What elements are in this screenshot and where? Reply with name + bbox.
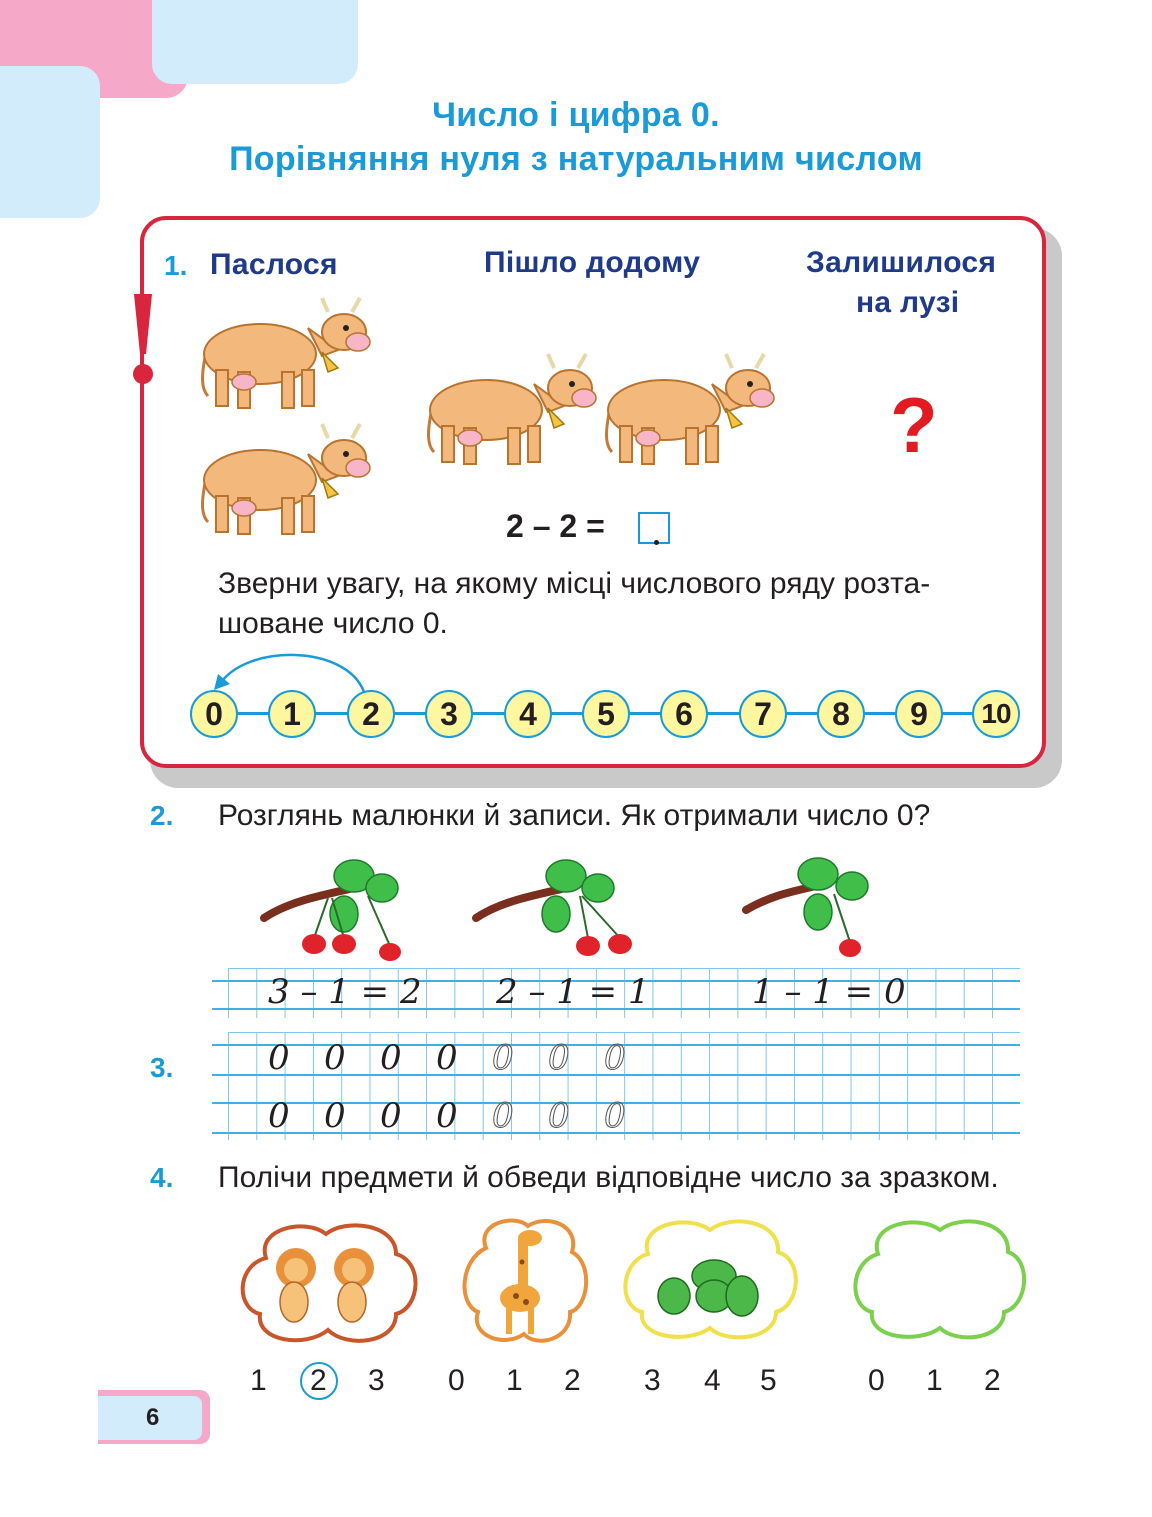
zero-sample: 0 [436, 1038, 458, 1078]
number-line-item: 9 [895, 690, 943, 738]
zero-sample: 0 [380, 1038, 402, 1078]
choice-number[interactable]: 3 [644, 1364, 661, 1397]
page-number: 6 [146, 1404, 160, 1431]
corner-decoration-blue-top [152, 0, 358, 84]
number-line-item: 3 [425, 690, 473, 738]
choice-number[interactable]: 1 [506, 1364, 523, 1397]
task1-col-went-home: Пішло додому [484, 246, 701, 279]
cherry-branch-1-icon [740, 852, 880, 964]
giraffe-cloud [456, 1212, 596, 1352]
task2-number: 2. [150, 800, 174, 831]
lions-cloud [236, 1218, 424, 1348]
task4-instruction: Полічи предмети й обведи відповідне число за зразком. [218, 1161, 999, 1194]
number-line-item: 2 [347, 690, 395, 738]
number-line-item: 7 [739, 690, 787, 738]
page-title-line2: Порівняння нуля з натуральним числом [229, 140, 923, 178]
exclamation-icon [128, 290, 158, 390]
page-title-line1: Число і цифра 0. [432, 96, 720, 134]
record-2: 2 – 1 = 1 [496, 972, 650, 1012]
zero-trace: 0 [492, 1096, 514, 1136]
number-line-item: 10 [972, 690, 1020, 738]
choice-number[interactable]: 3 [368, 1364, 385, 1397]
choice-number[interactable]: 0 [448, 1364, 465, 1397]
zero-trace: 0 [492, 1038, 514, 1078]
task1-col-remained-1: Залишилося [806, 246, 997, 279]
record-3: 1 – 1 = 0 [752, 972, 906, 1012]
task1-note-line1: Зверни увагу, на якому місці числового ряду розта- [218, 567, 931, 600]
cow-illustration [424, 348, 600, 472]
zero-trace: 0 [604, 1038, 626, 1078]
choice-number[interactable]: 2 [564, 1364, 581, 1397]
back-arrow-icon [206, 648, 376, 696]
choice-number[interactable]: 2 [984, 1364, 1001, 1397]
zero-sample: 0 [436, 1096, 458, 1136]
choice-number[interactable]: 5 [760, 1364, 777, 1397]
zero-sample: 0 [268, 1096, 290, 1136]
choice-number[interactable]: 2 [310, 1364, 327, 1397]
cherry-branch-3-icon [258, 852, 418, 964]
task3-number: 3. [150, 1052, 174, 1083]
task1-number: 1. [164, 250, 188, 281]
empty-cloud [848, 1214, 1032, 1346]
frog-icon [658, 1278, 690, 1314]
answer-box[interactable] [638, 512, 670, 544]
cow-illustration [198, 418, 374, 542]
frogs-cloud [618, 1214, 804, 1346]
number-line-item: 8 [817, 690, 865, 738]
zero-sample: 0 [324, 1038, 346, 1078]
zero-sample: 0 [380, 1096, 402, 1136]
choice-number[interactable]: 1 [926, 1364, 943, 1397]
cherry-branch-2-icon [470, 852, 640, 964]
task4-number: 4. [150, 1162, 174, 1193]
equation-text: 2 – 2 = [506, 508, 605, 544]
task1-col-grazed: Паслося [210, 248, 338, 281]
number-line-item: 1 [268, 690, 316, 738]
number-line-item: 6 [660, 690, 708, 738]
zero-trace: 0 [548, 1038, 570, 1078]
task1-note-line2: шоване число 0. [218, 607, 448, 640]
cow-illustration [602, 348, 778, 472]
zero-trace: 0 [548, 1096, 570, 1136]
zero-sample: 0 [324, 1096, 346, 1136]
choice-number[interactable]: 4 [704, 1364, 721, 1397]
question-mark: ? [890, 381, 938, 469]
frog-icon [726, 1276, 758, 1316]
task1-col-remained-2: на лузі [856, 286, 960, 319]
number-line-item: 0 [190, 690, 238, 738]
cow-illustration [198, 292, 374, 416]
zero-trace: 0 [604, 1096, 626, 1136]
choice-number[interactable]: 1 [250, 1364, 267, 1397]
choice-number[interactable]: 0 [868, 1364, 885, 1397]
number-line-item: 4 [504, 690, 552, 738]
zero-sample: 0 [268, 1038, 290, 1078]
number-line-item: 5 [582, 690, 630, 738]
answer-box-dot [654, 540, 659, 545]
task2-instruction: Розглянь малюнки й записи. Як отримали число 0? [218, 799, 931, 832]
record-1: 3 – 1 = 2 [268, 972, 422, 1012]
